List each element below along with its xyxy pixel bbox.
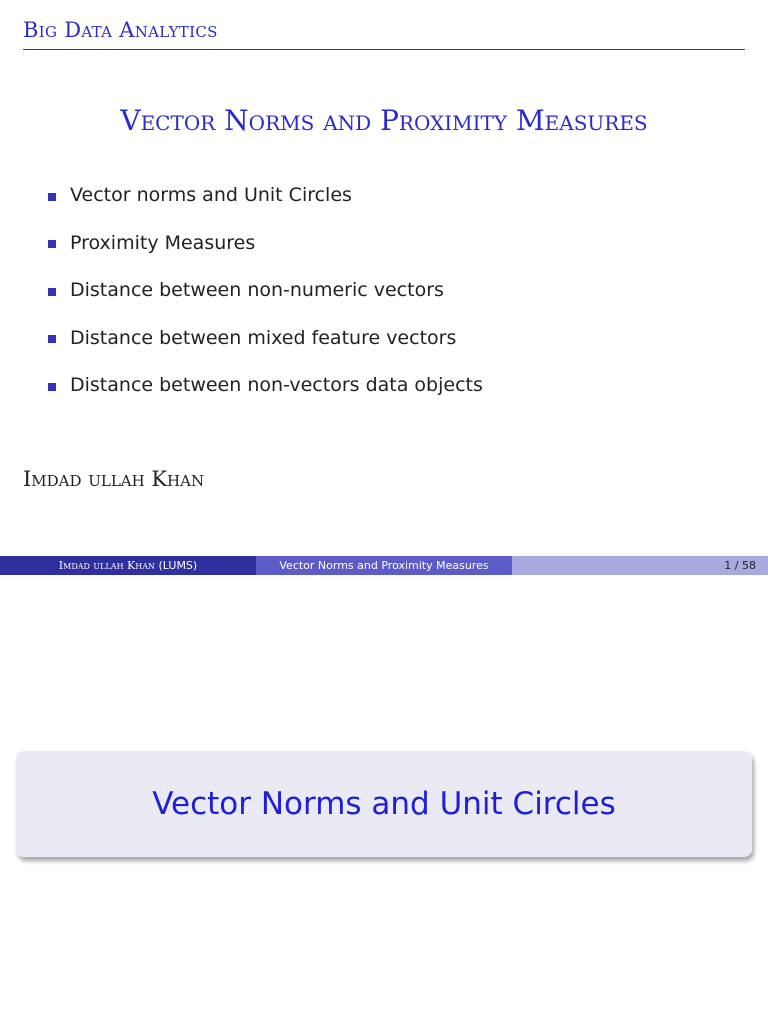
section-title-box [16,751,752,857]
footer-affiliation: (LUMS) [158,559,198,572]
square-bullet-icon [48,383,56,391]
footer-title: Vector Norms and Proximity Measures [256,556,512,575]
bullet-item [48,323,483,353]
square-bullet-icon [48,335,56,343]
footer-author-name: Imdad ullah Khan [58,559,156,572]
bullet-text: Distance between non-vectors data objects [70,374,483,396]
section-title: Vector Norms and Unit Circles [152,786,616,822]
square-bullet-icon [48,240,56,248]
bullet-list [48,180,483,418]
footer-page-number: 1 / 58 [512,556,768,575]
bullet-text: Distance between non-numeric vectors [70,279,444,301]
bullet-item [48,275,483,305]
header-rule [23,49,745,50]
slide-2 [0,576,768,1024]
footer-author [0,556,256,575]
bullet-item [48,228,483,258]
bullet-text: Proximity Measures [70,231,256,254]
header-title: Big Data Analytics [23,18,218,42]
bullet-text: Distance between mixed feature vectors [70,326,457,349]
footer-bar [0,556,768,575]
bullet-item [48,370,483,400]
square-bullet-icon [48,193,56,201]
square-bullet-icon [48,288,56,296]
bullet-item [48,180,483,210]
slide-title: Vector Norms and Proximity Measures [120,104,648,137]
author-name: Imdad ullah Khan [23,467,205,491]
bullet-text: Vector norms and Unit Circles [70,184,352,206]
